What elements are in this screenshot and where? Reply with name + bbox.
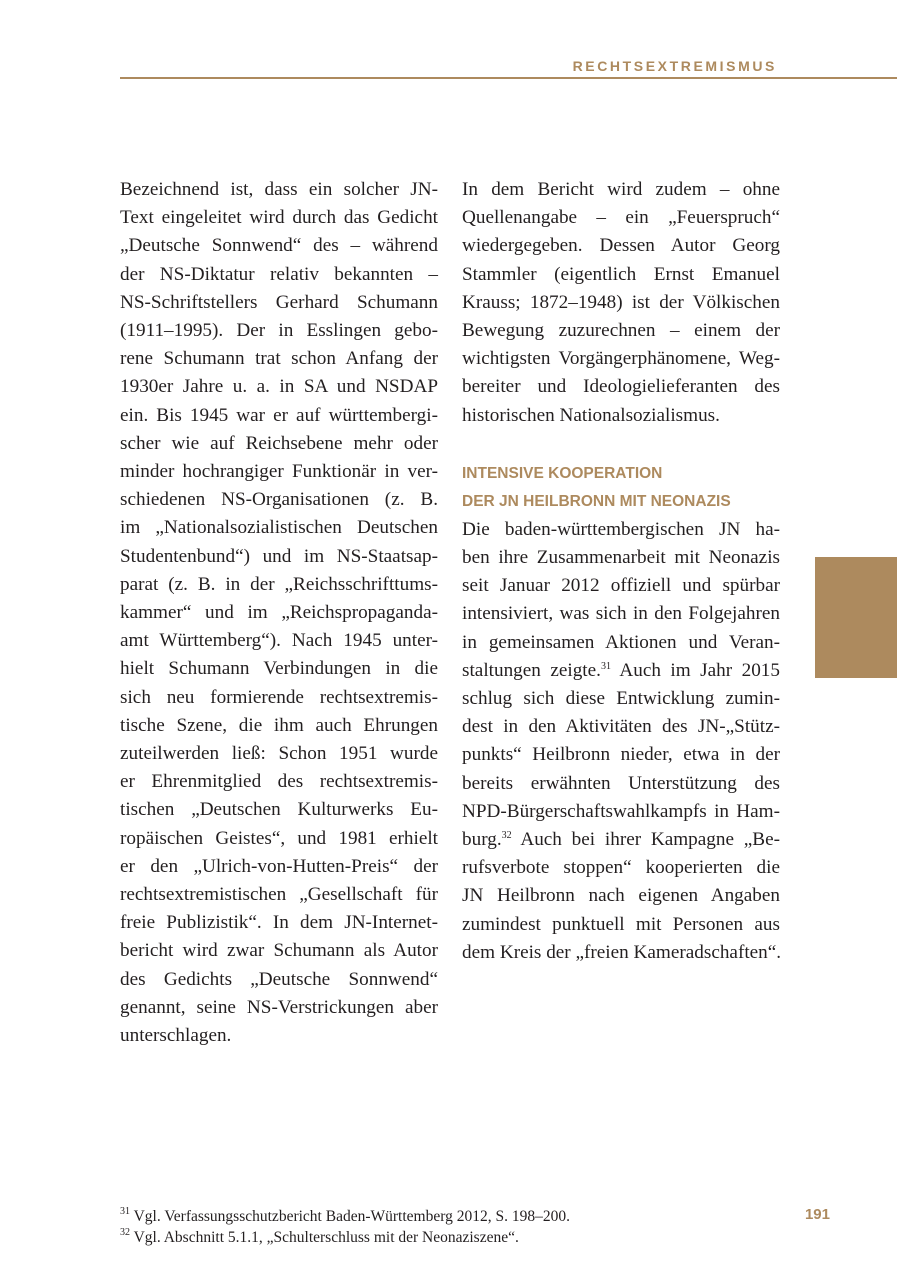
section-heading-line: DER JN HEILBRONN MIT NEONAZIS: [462, 492, 731, 510]
text-line: 1930er Jahre u. a. in SA und NSDAP: [120, 376, 438, 398]
text-line: Die baden-württembergischen JN ha-: [462, 518, 780, 540]
text-line: kammer“ und im „Reichspropaganda-: [120, 602, 438, 624]
header-rule: [120, 77, 897, 79]
text-line: hielt Schumann Verbindungen in die: [120, 658, 438, 680]
text-line: tische Szene, die ihm auch Ehrungen: [120, 714, 438, 736]
text-line: rechtsextremistischen „Gesellschaft für: [120, 884, 438, 906]
right-column: [462, 176, 780, 967]
text-line: dem Kreis der „freien Kameradschaften“.: [462, 941, 782, 963]
text-line: [462, 657, 780, 685]
text-line: Quellenangabe – ein „Feuerspruch“: [462, 207, 780, 229]
text-line: scher wie auf Reichsebene mehr oder: [120, 432, 438, 454]
text-line: im „Nationalsozialistischen Deutschen: [120, 517, 438, 539]
text-line: tischen „Deutschen Kulturwerks Eu-: [120, 799, 438, 821]
text-line: der NS-Diktatur relativ bekannten –: [120, 263, 438, 285]
text-line: Stammler (eigentlich Ernst Emanuel: [462, 263, 780, 285]
text-fragment: burg.: [462, 829, 502, 851]
footnote-ref-32[interactable]: 32: [501, 830, 512, 842]
text-line: schiedenen NS-Organisationen (z. B.: [120, 489, 438, 511]
text-line: zumindest punktuell mit Personen aus: [462, 913, 780, 935]
text-line: punkts“ Heilbronn nieder, etwa in der: [462, 744, 780, 766]
text-line: minder hochrangiger Funktionär in ver-: [120, 461, 438, 483]
text-line: ben ihre Zusammenarbeit mit Neonazis: [462, 547, 780, 569]
text-line: In dem Bericht wird zudem – ohne: [462, 179, 780, 200]
text-line: „Deutsche Sonnwend“ des – während: [120, 235, 438, 257]
text-line: bereits erwähnten Unterstützung des: [462, 772, 780, 794]
text-line: parat (z. B. in der „Reichsschrifttums-: [120, 573, 438, 595]
text-line: des Gedichts „Deutsche Sonnwend“: [120, 968, 438, 990]
left-column: [120, 176, 438, 1050]
footnote-32: [120, 1227, 570, 1248]
footnote-ref-31[interactable]: 31: [600, 660, 611, 672]
text-line: wichtigsten Vorgängerphänomene, Weg-: [462, 348, 780, 370]
text-line: NS-Schriftstellers Gerhard Schumann: [120, 291, 438, 313]
text-fragment: Auch bei ihrer Kampagne „Be-: [511, 829, 780, 851]
footnotes: [120, 1206, 570, 1248]
text-line: NPD-Bürgerschaftswahlkampfs in Ham-: [462, 800, 780, 822]
text-line: (1911–1995). Der in Esslingen gebo-: [120, 320, 438, 342]
text-line: er den „Ulrich-von-Hutten-Preis“ der: [120, 855, 438, 877]
text-line: sich neu formierende rechtsextremis-: [120, 686, 438, 708]
section-paragraph: [462, 516, 780, 967]
text-line: er Ehrenmitglied des rechtsextremis-: [120, 771, 438, 793]
footnote-number: 32: [120, 1227, 130, 1238]
text-line: Krauss; 1872–1948) ist der Völkischen: [462, 291, 780, 313]
section-heading-line: INTENSIVE KOOPERATION: [462, 464, 663, 482]
chapter-side-tab: [815, 557, 897, 678]
text-line: bericht wird zwar Schumann als Autor: [120, 940, 438, 962]
footnote-31: [120, 1206, 570, 1227]
text-line: Bezeichnend ist, dass ein solcher JN-: [120, 179, 438, 200]
text-fragment: Auch im Jahr 2015: [610, 659, 780, 681]
footnote-text: Vgl. Abschnitt 5.1.1, „Schulterschluss mit der Neonaziszene“.: [130, 1229, 519, 1246]
text-line: seit Januar 2012 offiziell und spürbar: [462, 575, 780, 597]
text-line: rene Schumann trat schon Anfang der: [120, 348, 438, 370]
text-line: Studentenbund“) und im NS-Staatsap-: [120, 545, 438, 567]
text-line: genannt, seine NS-Verstrickungen aber: [120, 996, 438, 1018]
text-line: ein. Bis 1945 war er auf württembergi-: [120, 404, 438, 426]
text-line: ropäischen Geistes“, und 1981 erhielt: [120, 827, 438, 849]
text-line: intensiviert, was sich in den Folgejahren: [462, 603, 780, 625]
text-line: in gemeinsamen Aktionen und Veran-: [462, 631, 780, 653]
text-line: wiedergegeben. Dessen Autor Georg: [462, 235, 780, 257]
text-line: bereiter und Ideologielieferanten des: [462, 376, 780, 398]
intro-paragraph: [462, 176, 780, 430]
text-line: unterschlagen.: [120, 1025, 232, 1047]
page-number: 191: [804, 1206, 830, 1223]
left-paragraph: [120, 176, 438, 1050]
footnote-text: Vgl. Verfassungsschutzbericht Baden-Württemberg 2012, S. 198–200.: [130, 1208, 570, 1225]
section-heading: [462, 460, 780, 516]
text-line: zuteilwerden ließ: Schon 1951 wurde: [120, 743, 438, 765]
text-line: rufsverbote stoppen“ kooperierten die: [462, 857, 780, 879]
text-line: [462, 826, 780, 854]
text-line: freie Publizistik“. In dem JN-Internet-: [120, 912, 438, 934]
text-line: amt Württemberg“). Nach 1945 unter-: [120, 630, 438, 652]
running-head: RECHTSEXTREMISMUS: [572, 58, 777, 74]
footnote-number: 31: [120, 1206, 130, 1217]
text-line: historischen Nationalsozialismus.: [462, 404, 720, 426]
text-fragment: staltungen zeigte.: [462, 659, 601, 681]
text-line: schlug sich diese Entwicklung zumin-: [462, 688, 780, 710]
text-line: Bewegung zuzurechnen – einem der: [462, 320, 780, 342]
text-line: JN Heilbronn nach eigenen Angaben: [462, 885, 780, 907]
text-line: dest in den Aktivitäten des JN-„Stütz-: [462, 716, 780, 738]
text-line: Text eingeleitet wird durch das Gedicht: [120, 207, 438, 229]
